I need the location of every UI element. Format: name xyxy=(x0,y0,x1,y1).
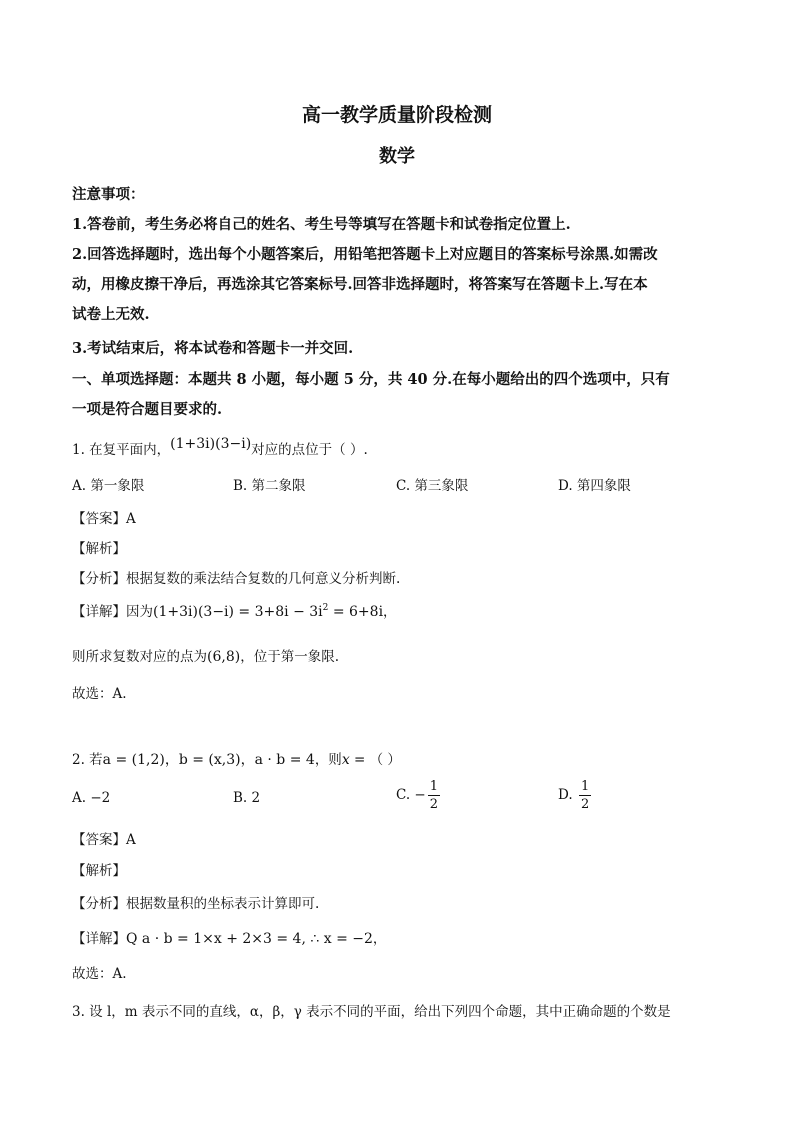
question-1-stem xyxy=(72,438,368,458)
fraction-numerator: 1 xyxy=(580,779,590,794)
question-2-jiexi-label: 【解析】 xyxy=(72,863,126,879)
question-1-point-expression: (6,8) xyxy=(207,649,241,665)
question-1-choose: 故选：A. xyxy=(72,686,127,702)
question-1-detail xyxy=(72,600,397,620)
question-2-answer: 【答案】A xyxy=(72,832,136,848)
question-1-option-d: D. 第四象限 xyxy=(558,478,631,494)
fraction-one-half xyxy=(579,780,591,811)
question-1-option-a: A. 第一象限 xyxy=(72,478,145,494)
question-2-choose: 故选：A. xyxy=(72,966,127,982)
question-2-detail-expression: Q a · b = 1×x + 2×3 = 4, ∴ x = −2 xyxy=(126,931,373,947)
question-1-option-b: B. 第二象限 xyxy=(233,478,306,494)
notes-heading: 注意事项： xyxy=(72,186,145,203)
notes-item-3: 3.考试结束后，将本试卷和答题卡一并交回. xyxy=(72,340,354,357)
question-1-prefix: 1. 在复平面内， xyxy=(72,442,171,458)
question-1-expression: (1+3i)(3−i) xyxy=(170,436,252,452)
notes-item-2-line-2: 动，用橡皮擦干净后，再选涂其它答案标号.回答非选择题时，将答案写在答题卡上.写在本 xyxy=(72,276,648,293)
question-1-jiexi-label: 【解析】 xyxy=(72,541,126,557)
question-2-tail: = （ ） xyxy=(349,752,401,768)
page-title: 高一教学质量阶段检测 xyxy=(301,104,492,126)
question-1-detail-exponent: 2 xyxy=(322,603,329,613)
subject-title: 数学 xyxy=(379,146,415,167)
question-2-detail-tail: ， xyxy=(372,931,387,947)
notes-item-2-line-1: 2.回答选择题时，选出每个小题答案后，用铅笔把答题卡上对应题目的答案标号涂黑.如需改 xyxy=(72,246,658,263)
question-2-option-d-label: D. xyxy=(558,787,573,803)
question-2-option-b: B. 2 xyxy=(233,790,261,806)
question-2-suffix: ，则 xyxy=(314,752,342,768)
question-2-prefix: 2. 若 xyxy=(72,752,103,768)
question-1-detail-tail: ， xyxy=(383,604,397,620)
question-1-suffix: 对应的点位于（ ）. xyxy=(251,442,368,458)
question-1-detail-expression-a: (1+3i)(3−i) = 3+8i − 3i xyxy=(153,604,323,620)
question-2-variable: x xyxy=(341,752,350,768)
question-2-option-d xyxy=(558,780,593,811)
question-1-detail-expression-b: = 6+8i xyxy=(328,604,384,620)
question-3-stem: 3. 设 l，m 表示不同的直线，α，β，γ 表示不同的平面，给出下列四个命题，其中正确命题的个数是 xyxy=(72,1004,671,1020)
notes-item-2-line-3: 试卷上无效. xyxy=(72,306,150,323)
question-2-option-c xyxy=(396,780,442,811)
question-1-point-tail: ，位于第一象限. xyxy=(240,649,339,665)
fraction-denominator: 2 xyxy=(429,797,439,812)
question-2-analysis: 【分析】根据数量积的坐标表示计算即可. xyxy=(72,896,320,912)
notes-item-1: 1.答卷前，考生务必将自己的姓名、考生号等填写在答题卡和试卷指定位置上. xyxy=(72,216,571,233)
section-heading-line-1: 一、单项选择题：本题共 8 小题，每小题 5 分，共 40 分.在每小题给出的四个选项中，只有 xyxy=(72,371,670,388)
question-2-detail-label: 【详解】 xyxy=(72,931,126,947)
fraction-denominator: 2 xyxy=(580,797,590,812)
fraction-numerator: 1 xyxy=(429,779,439,794)
question-2-expression: a = (1,2)，b = (x,3)，a · b = 4 xyxy=(102,752,315,768)
question-1-option-c: C. 第三象限 xyxy=(396,478,469,494)
question-1-point-line xyxy=(72,645,339,665)
fraction-one-half xyxy=(428,780,440,811)
question-1-analysis: 【分析】根据复数的乘法结合复数的几何意义分析判断. xyxy=(72,571,401,587)
question-2-stem xyxy=(72,748,401,769)
question-2-option-c-label: C. − xyxy=(396,787,426,803)
question-2-detail xyxy=(72,927,386,947)
question-1-detail-label: 【详解】因为 xyxy=(72,604,153,620)
question-1-point-text: 则所求复数对应的点为 xyxy=(72,649,207,665)
question-2-option-a: A. −2 xyxy=(72,790,111,806)
question-1-answer: 【答案】A xyxy=(72,511,136,527)
section-heading-line-2: 一项是符合题目要求的. xyxy=(72,401,223,418)
